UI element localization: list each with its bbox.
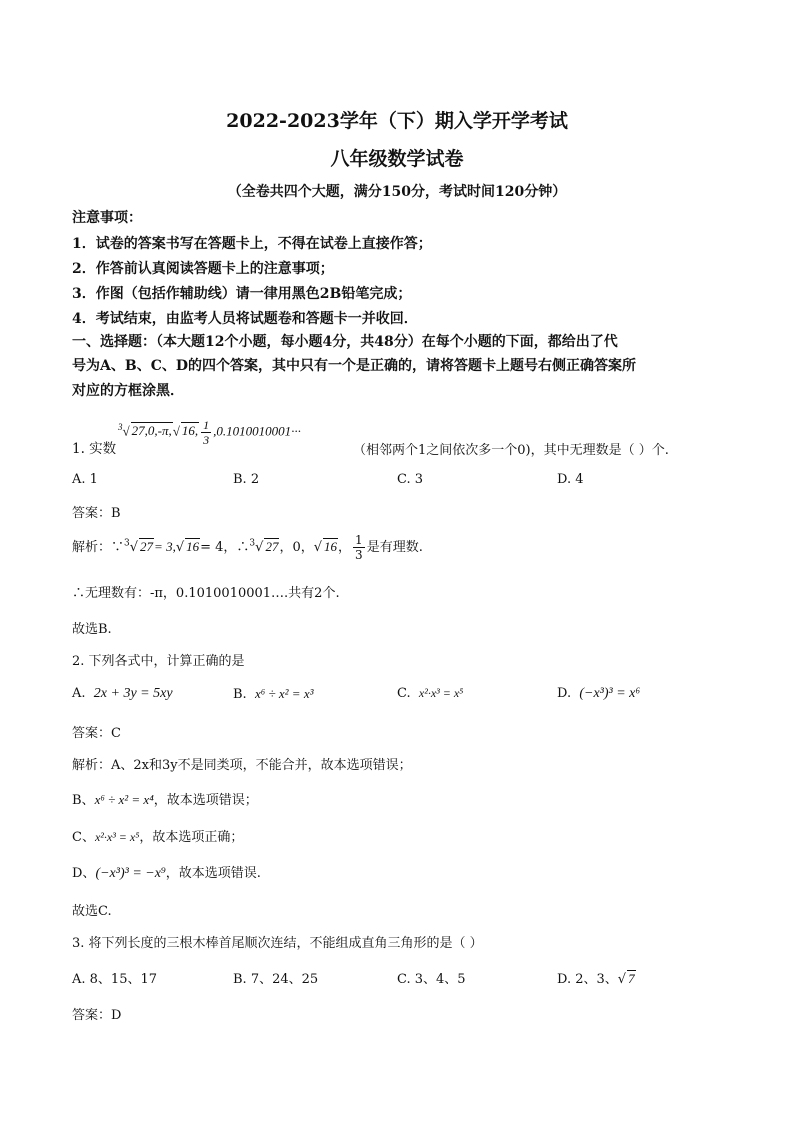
q2-option-b: B. x⁶ ÷ x² = x³ [233,686,314,702]
q3-answer: 答案：D [72,1008,122,1023]
q1-option-c: C. 3 [397,472,424,487]
q1-list-c: ,0.1010010001··· [213,423,301,439]
q2-conclusion: 故选C. [72,904,112,919]
q2-analysis-a: 解析：A、2x和3y不是同类项，不能合并，故本选项错误； [72,758,412,773]
q2-stem: 2. 下列各式中，计算正确的是 [72,654,245,669]
q1-fraction: $\frac{1}{3}$ [203,418,210,447]
notice-item-2: 2．作答前认真阅读答题卡上的注意事项； [72,261,334,277]
q3-option-c: C. 3、4、5 [397,972,466,987]
notice-heading: 注意事项： [72,210,142,226]
exam-subtitle: 八年级数学试卷 [330,148,464,170]
q3-option-a: A. 8、15、17 [72,972,158,987]
exam-info: （全卷共四个大题，满分150分，考试时间120分钟） [227,184,567,200]
q1-analysis-2: ∴无理数有：-π，0.1010010001….共有2个. [72,586,340,601]
q1-suffix: （相邻两个1之间依次多一个0)，其中无理数是（ ）个. [353,443,669,458]
q3-option-d: D. 2、3、√ 7 [557,971,635,987]
q1-list-b: 16, [181,423,199,439]
notice-item-4: 4．考试结束，由监考人员将试题卷和答题卡一并收回． [72,311,418,327]
q1-number-list: $^3$√ 27,0,-π,√ 16, $\frac{1}{3}$ ,0.1010010001··· [118,418,301,447]
exam-title: 2022-2023学年（下）期入学开学考试 [226,110,568,132]
section1-line-1: 一、选择题：（本大题12个小题，每小题4分，共48分）在每个小题的下面，都给出了代 [72,334,618,350]
q2-analysis-c: C、x²·x³ = x⁵，故本选项正确； [72,830,244,845]
q1-analysis-1: 解析：∵$^3$√ 27= 3,√ 16= 4，∴$^3$√ 27，0，√ 16， $\frac{1}{3}$ 是有理数. [72,533,423,562]
q1-list-a: 27,0,-π, [131,423,172,439]
q2-option-d: D. (−x³)³ = x⁶ [557,686,641,701]
q2-option-c: C. x²·x³ = x⁵ [397,686,464,701]
q1-prefix: 1. 实数 [72,441,117,457]
q2-answer: 答案：C [72,726,121,741]
section1-line-2: 号为A、B、C、D的四个答案，其中只有一个是正确的，请将答题卡上题号右侧正确答案所 [72,358,636,374]
q2-analysis-d: D、(−x³)³ = −x⁹，故本选项错误. [72,866,261,881]
q3-stem: 3. 将下列长度的三根木棒首尾顺次连结，不能组成直角三角形的是（ ） [72,936,483,951]
q1-option-a: A. 1 [72,472,98,487]
q1-option-d: D. 4 [557,472,584,487]
q2-analysis-b: B、x⁶ ÷ x² = x⁴，故本选项错误； [72,792,258,808]
section1-line-3: 对应的方框涂黑． [72,383,184,399]
q1-answer: 答案：B [72,506,121,521]
q3-option-b: B. 7、24、25 [233,972,319,987]
notice-item-3: 3．作图（包括作辅助线）请一律用黑色2B铅笔完成； [72,286,412,302]
q1-option-b: B. 2 [233,472,260,487]
q1-conclusion: 故选B. [72,622,112,637]
q2-option-a: A. 2x + 3y = 5xy [72,686,173,701]
notice-item-1: 1．试卷的答案书写在答题卡上，不得在试卷上直接作答； [72,236,432,252]
